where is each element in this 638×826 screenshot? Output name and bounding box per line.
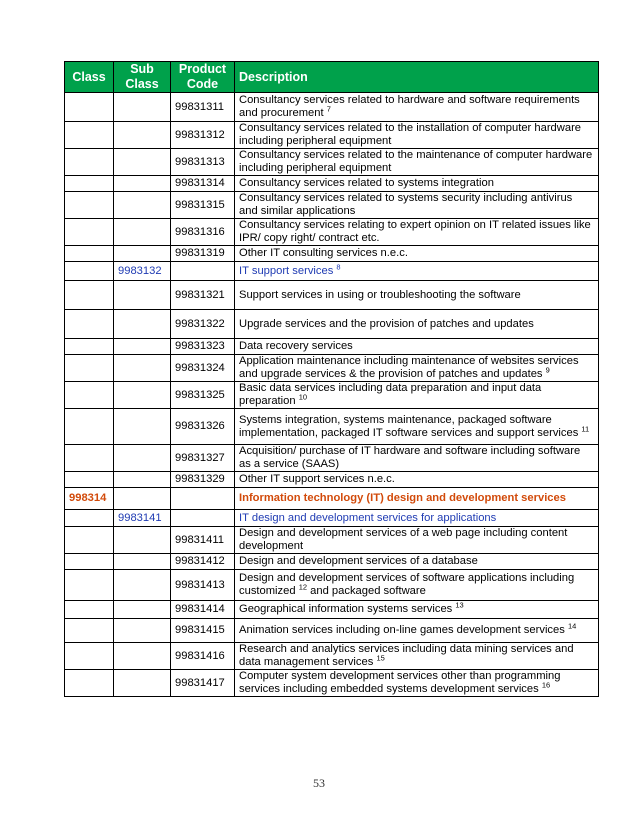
table-row: [65, 570, 599, 601]
description-text: Other IT support services n.e.c.: [239, 473, 395, 485]
table-row: [65, 409, 599, 445]
description-text: Support services in using or troubleshooting the software: [239, 288, 521, 301]
description-cell: [235, 670, 599, 697]
class-cell: [65, 310, 114, 339]
product-code-cell: 99831322: [171, 310, 235, 339]
table-row: [65, 355, 599, 382]
sub-class-cell: [114, 445, 171, 472]
sub-class-cell: [114, 339, 171, 355]
class-cell: [65, 192, 114, 219]
footnote-ref: 11: [581, 423, 590, 433]
description-cell: [235, 281, 599, 310]
description-cell: [235, 554, 599, 570]
description-cell: [235, 149, 599, 176]
product-code-cell: 99831312: [171, 122, 235, 149]
description-cell: [235, 570, 599, 601]
class-cell: [65, 510, 114, 527]
class-cell: [65, 382, 114, 409]
description-text: Basic data services including data preparation and input data preparation: [239, 382, 542, 407]
product-code-cell: 99831413: [171, 570, 235, 601]
description-text: Consultancy services related to systems integration: [239, 177, 494, 189]
product-code-cell: 99831316: [171, 219, 235, 246]
description-text: Consultancy services related to the installation of computer hardware including peripheral equipment: [239, 122, 582, 147]
footnote-ref: 14: [567, 621, 577, 631]
sub-class-cell: 9983132: [114, 262, 171, 281]
footnote-ref: 10: [298, 392, 308, 402]
table-row: [65, 619, 599, 643]
product-code-cell: 99831412: [171, 554, 235, 570]
subclass-row: [65, 262, 599, 281]
description-cell: [235, 643, 599, 670]
description-cell: [235, 601, 599, 619]
table-row: [65, 149, 599, 176]
class-cell: [65, 619, 114, 643]
class-cell: [65, 93, 114, 122]
table-row: [65, 219, 599, 246]
description-text: IT design and development services for applications: [239, 511, 497, 524]
sub-class-cell: [114, 601, 171, 619]
description-text: Other IT consulting services n.e.c.: [239, 247, 408, 259]
table-row: [65, 93, 599, 122]
class-cell: [65, 246, 114, 262]
description-text: Information technology (IT) design and development services: [239, 492, 566, 504]
footnote-ref: 16: [541, 680, 551, 690]
class-cell: [65, 149, 114, 176]
description-text: Research and analytics services including data mining services and data management services: [239, 643, 574, 668]
class-cell: [65, 355, 114, 382]
class-cell: [65, 339, 114, 355]
class-cell: [65, 122, 114, 149]
class-row: [65, 488, 599, 510]
footnote-ref: 13: [455, 600, 464, 610]
description-cell: [235, 310, 599, 339]
description-text: Computer system development services other than programming services including embedded systems development services: [239, 670, 561, 695]
product-code-cell: 99831321: [171, 281, 235, 310]
product-code-cell: 99831325: [171, 382, 235, 409]
footnote-ref: 9: [545, 365, 550, 375]
product-code-cell: 99831416: [171, 643, 235, 670]
class-cell: [65, 176, 114, 192]
table-row: [65, 310, 599, 339]
table-row: [65, 192, 599, 219]
class-cell: [65, 472, 114, 488]
product-code-cell: 99831329: [171, 472, 235, 488]
footnote-ref: 12: [298, 582, 308, 592]
description-cell: [235, 93, 599, 122]
description-text: Data recovery services: [239, 340, 353, 352]
class-cell: [65, 570, 114, 601]
sub-class-cell: [114, 310, 171, 339]
description-text: Geographical information systems services: [239, 603, 453, 615]
page-number: 53: [313, 776, 325, 790]
table-row: [65, 246, 599, 262]
class-cell: [65, 670, 114, 697]
product-code-cell: 99831414: [171, 601, 235, 619]
sub-class-cell: [114, 176, 171, 192]
product-code-cell: 99831314: [171, 176, 235, 192]
table-row: [65, 472, 599, 488]
class-cell: [65, 219, 114, 246]
product-code-cell: 99831311: [171, 93, 235, 122]
class-cell: [65, 262, 114, 281]
sub-class-cell: 9983141: [114, 510, 171, 527]
table-row: [65, 122, 599, 149]
sub-class-cell: [114, 246, 171, 262]
table-header-row: [65, 62, 599, 93]
product-code-cell: 99831315: [171, 192, 235, 219]
description-cell: [235, 409, 599, 445]
description-text: Design and development services of a web page including content development: [239, 527, 568, 552]
description-cell: [235, 246, 599, 262]
class-cell: [65, 281, 114, 310]
table-row: [65, 176, 599, 192]
table-row: [65, 445, 599, 472]
sub-class-cell: [114, 355, 171, 382]
description-text: Consultancy services related to the maintenance of computer hardware including peripheral equipment: [239, 149, 593, 174]
description-text: Systems integration, systems maintenance, packaged software implementation, packaged IT software services and support services: [239, 413, 579, 439]
header-product-code: Product Code: [171, 62, 235, 93]
sub-class-cell: [114, 122, 171, 149]
product-code-cell: 99831415: [171, 619, 235, 643]
sub-class-cell: [114, 192, 171, 219]
product-code-cell: [171, 510, 235, 527]
sub-class-cell: [114, 281, 171, 310]
description-cell: [235, 382, 599, 409]
sub-class-cell: [114, 619, 171, 643]
description-text: Design and development services of a database: [239, 555, 478, 567]
description-cell: [235, 262, 599, 281]
table-row: [65, 382, 599, 409]
product-code-cell: [171, 488, 235, 510]
sub-class-cell: [114, 488, 171, 510]
description-text: Consultancy services related to hardware and software requirements and procurement: [239, 94, 580, 119]
product-code-cell: 99831417: [171, 670, 235, 697]
product-code-cell: 99831323: [171, 339, 235, 355]
class-cell: 998314: [65, 488, 114, 510]
table-row: [65, 643, 599, 670]
product-code-cell: 99831411: [171, 527, 235, 554]
sub-class-cell: [114, 554, 171, 570]
description-cell: [235, 176, 599, 192]
sub-class-cell: [114, 93, 171, 122]
table-row: [65, 670, 599, 697]
header-class: Class: [65, 62, 114, 93]
table-row: [65, 339, 599, 355]
hsn-code-table: [64, 61, 599, 697]
description-text: Consultancy services related to systems security including antivirus and similar applications: [239, 192, 573, 217]
description-text: Application maintenance including maintenance of websites services and upgrade services & the provision of patches and updates: [239, 355, 579, 380]
product-code-cell: 99831313: [171, 149, 235, 176]
description-cell: [235, 355, 599, 382]
description-cell: [235, 527, 599, 554]
product-code-cell: 99831326: [171, 409, 235, 445]
description-text: IT support services: [239, 264, 334, 277]
table-row: [65, 554, 599, 570]
description-cell: [235, 619, 599, 643]
table-row: [65, 527, 599, 554]
footnote-ref: 7: [326, 104, 331, 114]
class-cell: [65, 527, 114, 554]
description-cell: [235, 445, 599, 472]
description-text: Animation services including on-line games development services: [239, 624, 565, 636]
description-text-continued: and packaged software: [307, 585, 426, 597]
description-cell: [235, 192, 599, 219]
sub-class-cell: [114, 527, 171, 554]
description-cell: [235, 510, 599, 527]
header-sub-class: Sub Class: [114, 62, 171, 93]
description-text: Upgrade services and the provision of patches and updates: [239, 317, 534, 330]
sub-class-cell: [114, 472, 171, 488]
class-cell: [65, 554, 114, 570]
sub-class-cell: [114, 570, 171, 601]
class-cell: [65, 445, 114, 472]
description-text: Consultancy services relating to expert opinion on IT related issues like IPR/ copy right/ contract etc.: [239, 219, 591, 244]
class-cell: [65, 601, 114, 619]
description-text: Acquisition/ purchase of IT hardware and software including software as a service (SAAS): [239, 445, 581, 470]
sub-class-cell: [114, 149, 171, 176]
header-description: Description: [235, 62, 599, 93]
description-cell: [235, 122, 599, 149]
footnote-ref: 8: [336, 261, 341, 271]
product-code-cell: [171, 262, 235, 281]
sub-class-cell: [114, 409, 171, 445]
sub-class-cell: [114, 670, 171, 697]
description-text: Design and development services of software applications including customized: [239, 572, 575, 597]
description-cell: [235, 472, 599, 488]
class-cell: [65, 643, 114, 670]
description-cell: [235, 219, 599, 246]
subclass-row: [65, 510, 599, 527]
description-cell: [235, 339, 599, 355]
table-row: [65, 281, 599, 310]
product-code-cell: 99831327: [171, 445, 235, 472]
table-row: [65, 601, 599, 619]
description-cell: [235, 488, 599, 510]
footnote-ref: 15: [376, 653, 385, 663]
sub-class-cell: [114, 219, 171, 246]
product-code-cell: 99831324: [171, 355, 235, 382]
sub-class-cell: [114, 382, 171, 409]
product-code-cell: 99831319: [171, 246, 235, 262]
sub-class-cell: [114, 643, 171, 670]
class-cell: [65, 409, 114, 445]
